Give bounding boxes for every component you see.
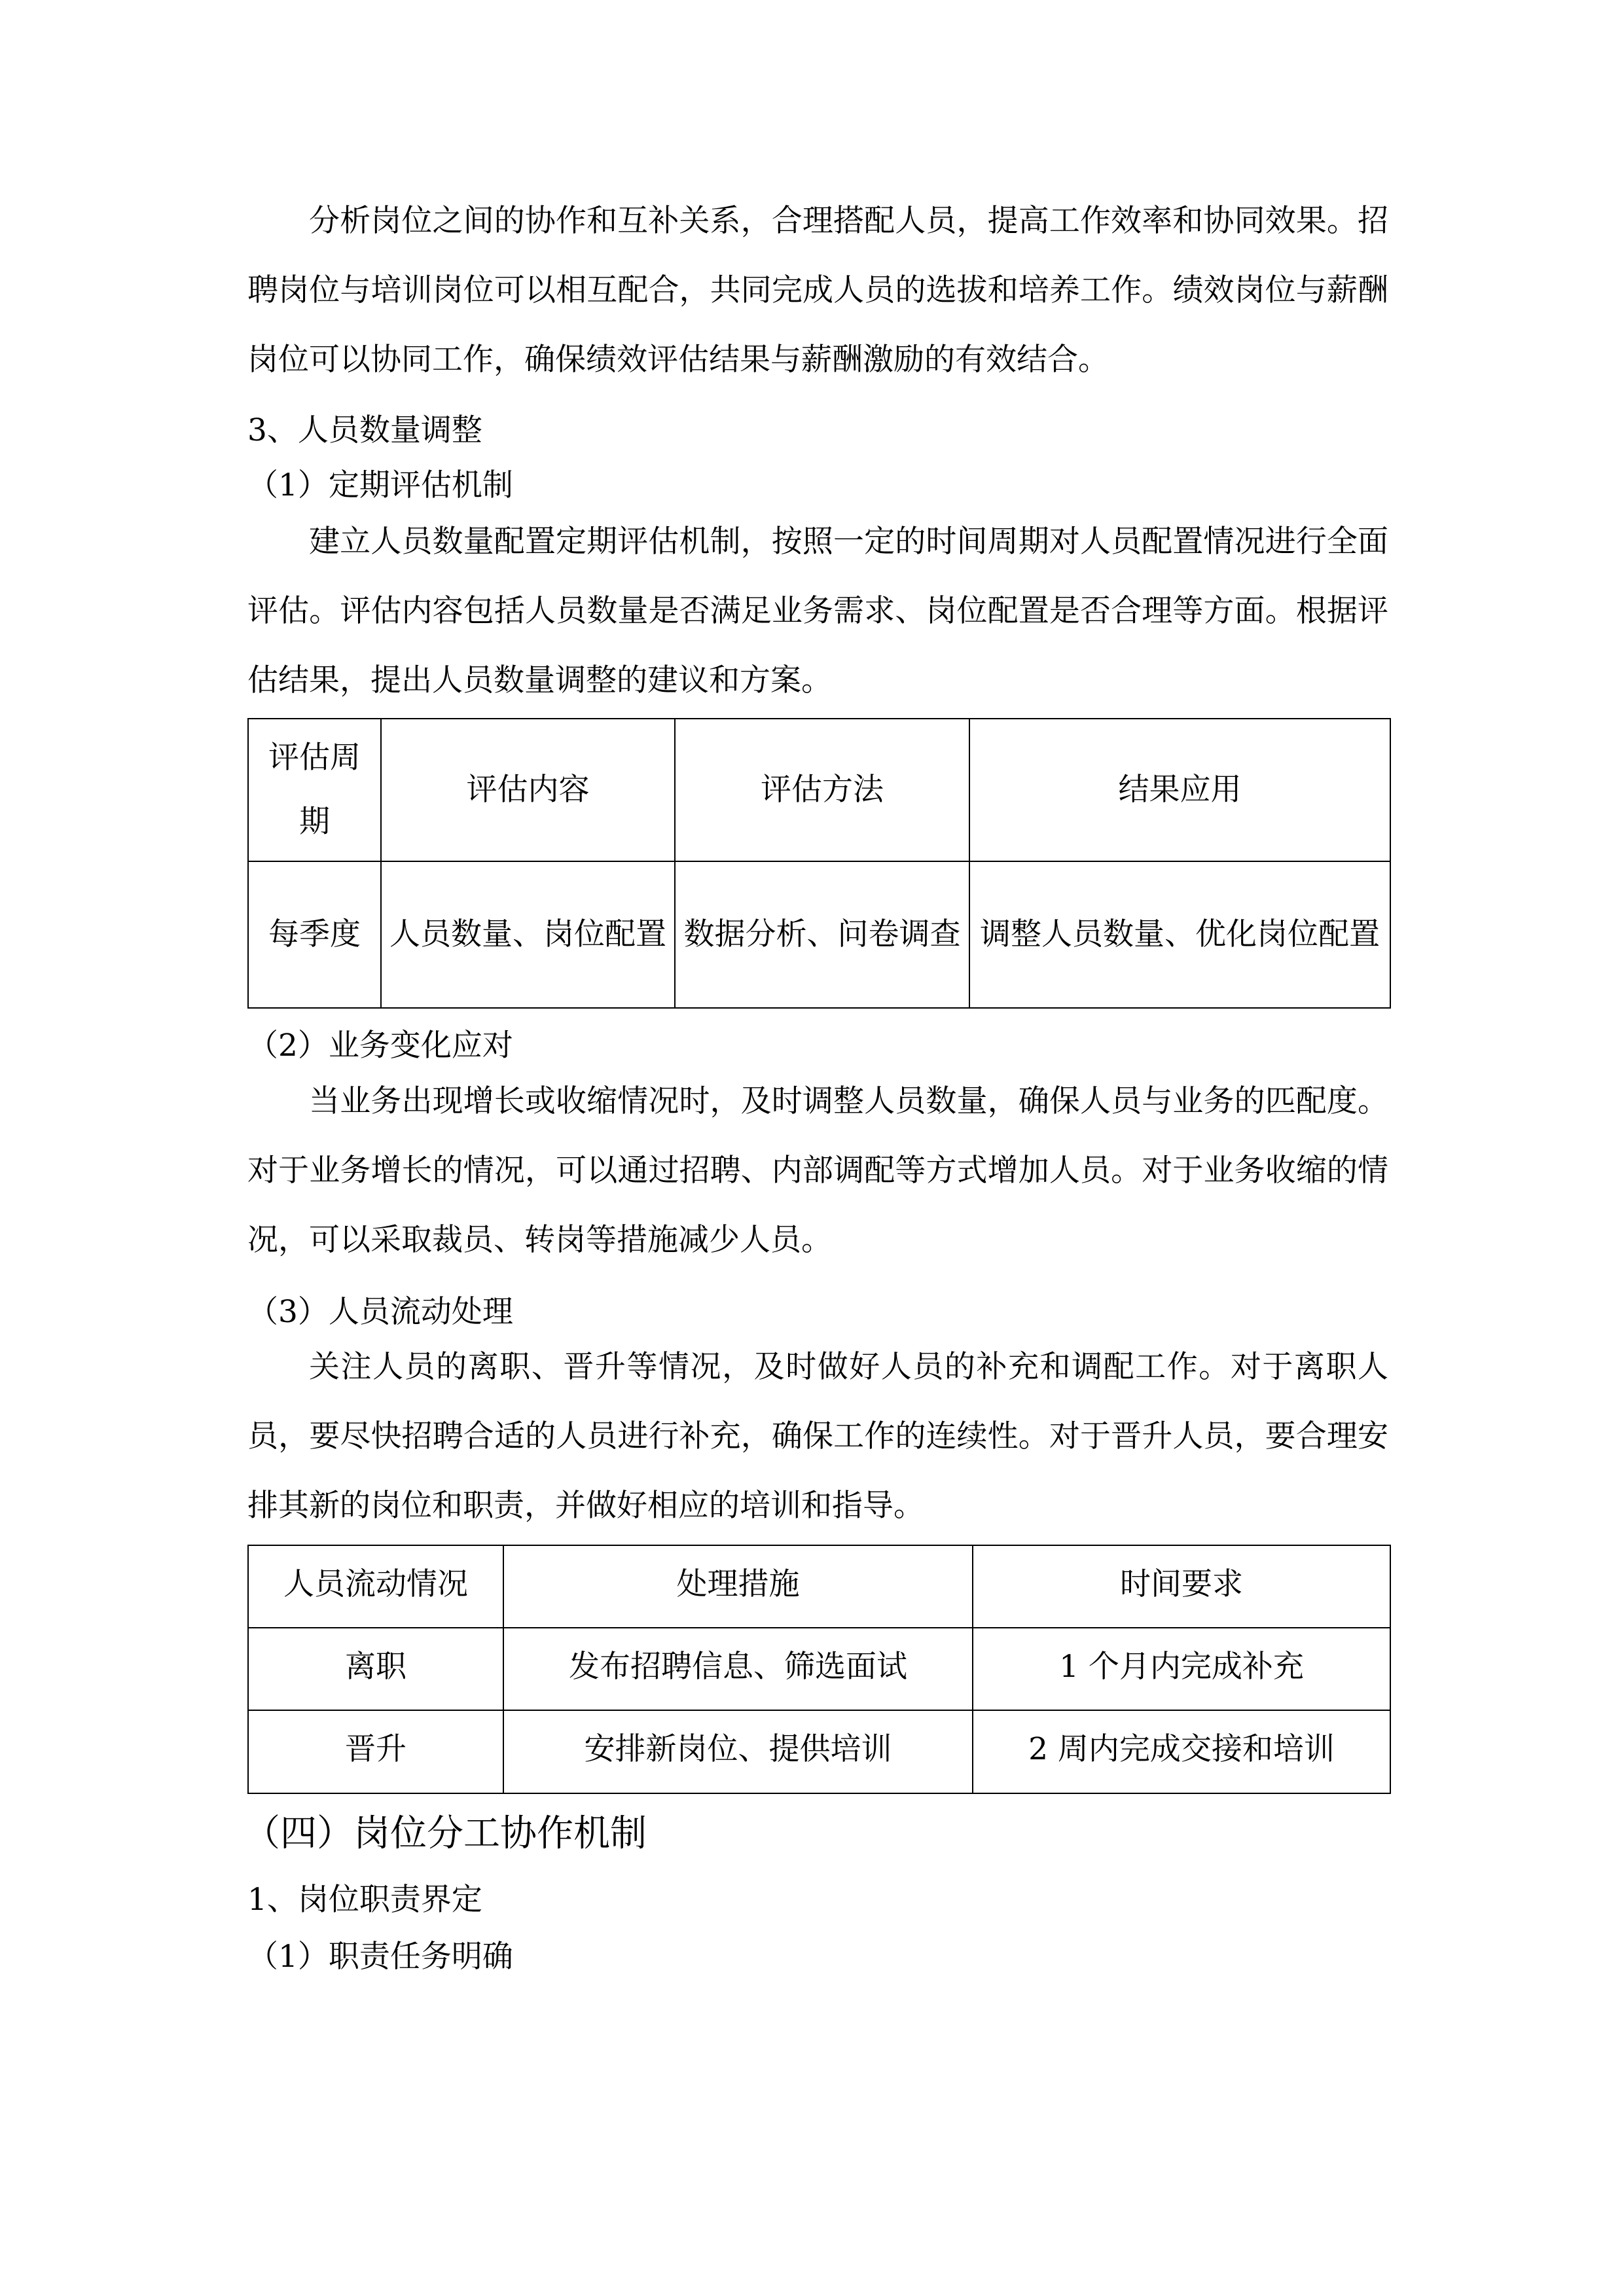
turnover-table [247, 1545, 1391, 1794]
table-cell: 1 个月内完成补充 [973, 1628, 1390, 1710]
table-cell: 发布招聘信息、筛选面试 [503, 1628, 973, 1710]
table-row [248, 1710, 1390, 1793]
table-row [248, 861, 1390, 1008]
heading-staff-quantity-adjustment: 3、人员数量调整 [247, 412, 482, 448]
table-cell: 人员数量、岗位配置 [381, 861, 675, 1008]
table-cell: 每季度 [248, 861, 381, 1008]
paragraph-staff-turnover: 关注人员的离职、晋升等情况，及时做好人员的补充和调配工作。对于离职人员，要尽快招聘合适的人员进行补充，确保工作的连续性。对于晋升人员，要合理安排其新的岗位和职责，并做好相应的培训和指导。 [247, 1349, 1388, 1524]
table-header-cell: 评估周期 [248, 719, 381, 861]
table-cell: 调整人员数量、优化岗位配置 [969, 861, 1390, 1008]
table-header-cell: 处理措施 [503, 1545, 973, 1628]
evaluation-table [247, 718, 1391, 1009]
table-header-cell: 评估内容 [381, 719, 675, 861]
table-header-cell: 结果应用 [969, 719, 1390, 861]
paragraph-collaboration: 分析岗位之间的协作和互补关系，合理搭配人员，提高工作效率和协同效果。招聘岗位与培训岗位可以相互配合，共同完成人员的选拔和培养工作。绩效岗位与薪酬岗位可以协同工作，确保绩效评估结果与薪酬激励的有效结合。 [247, 203, 1388, 378]
table-header-cell: 评估方法 [675, 719, 969, 861]
heading-position-responsibility: 1、岗位职责界定 [247, 1882, 482, 1918]
subheading-clear-duties: （1）职责任务明确 [247, 1939, 513, 1975]
section-title-division-collaboration: （四）岗位分工协作机制 [244, 1812, 647, 1855]
table-header-row [248, 1545, 1390, 1628]
table-header-cell: 人员流动情况 [248, 1545, 503, 1628]
table-cell: 安排新岗位、提供培训 [503, 1710, 973, 1793]
table-header-row [248, 719, 1390, 861]
paragraph-periodic-evaluation: 建立人员数量配置定期评估机制，按照一定的时间周期对人员配置情况进行全面评估。评估内容包括人员数量是否满足业务需求、岗位配置是否合理等方面。根据评估结果，提出人员数量调整的建议和方案。 [247, 524, 1388, 698]
table-cell: 晋升 [248, 1710, 503, 1793]
table-cell: 2 周内完成交接和培训 [973, 1710, 1390, 1793]
subheading-business-change: （2）业务变化应对 [247, 1028, 513, 1064]
table-cell: 数据分析、问卷调查 [675, 861, 969, 1008]
table-cell: 离职 [248, 1628, 503, 1710]
table-header-cell: 时间要求 [973, 1545, 1390, 1628]
paragraph-business-change: 当业务出现增长或收缩情况时，及时调整人员数量，确保人员与业务的匹配度。对于业务增长的情况，可以通过招聘、内部调配等方式增加人员。对于业务收缩的情况，可以采取裁员、转岗等措施减少人员。 [247, 1083, 1388, 1258]
subheading-staff-turnover: （3）人员流动处理 [247, 1294, 513, 1330]
table-row [248, 1628, 1390, 1710]
subheading-periodic-evaluation: （1）定期评估机制 [247, 467, 513, 503]
